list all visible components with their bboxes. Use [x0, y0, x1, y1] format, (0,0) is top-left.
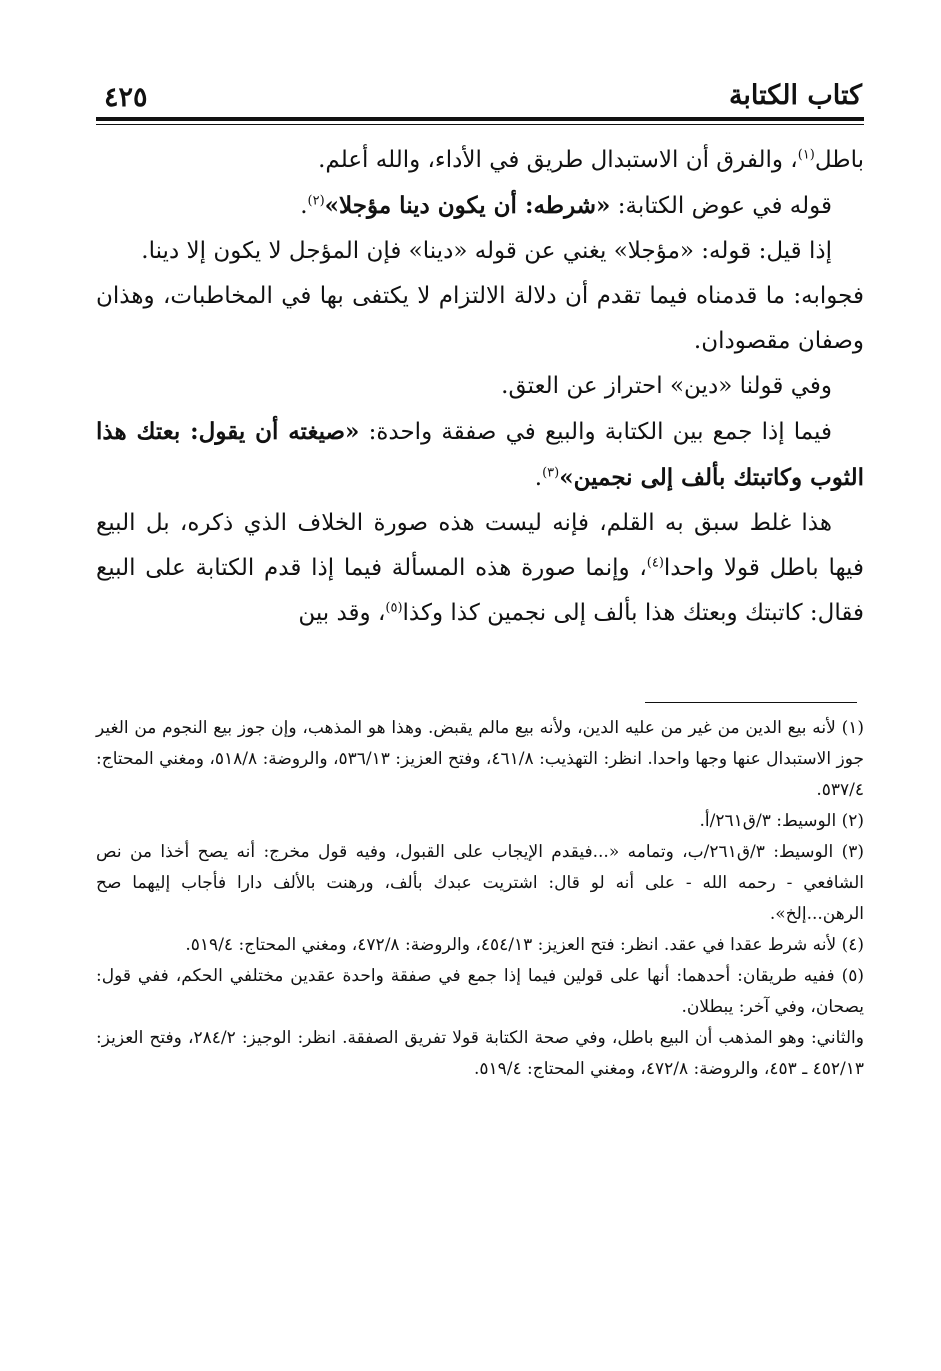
footnote-5-continued: والثاني: وهو المذهب أن البيع باطل، وفي صحة الكتابة قولا تفريق الصفقة. انظر: الوجيز: ٢٨٤/٢، وفتح العزيز: ٤٥٢/١٣ ـ ٤٥٣، والروضة: ٤٧٢/٨، ومغني المحتاج: ٥١٩/٤.	[96, 1028, 864, 1079]
paragraph-2: قوله في عوض الكتابة: «شرطه: أن يكون دينا مؤجلا»$^{(٢)}$.	[300, 192, 832, 219]
paragraph-3: إذا قيل: قوله: «مؤجلا» يغني عن قوله «دينا» فإن المؤجل لا يكون إلا دينا.	[141, 238, 832, 264]
footnote-ref-2: (٢)	[307, 193, 325, 209]
header-rule-thick	[96, 117, 864, 121]
footnote-5: (٥) ففيه طريقان: أحدهما: أنها على قولين فيما إذا جمع في صفقة واحدة عقدين مختلفي الحكم، ففي قول: يصحان، وفي آخر: يبطلان.	[96, 966, 864, 1017]
paragraph-4: فجوابه: ما قدمناه فيما تقدم أن دلالة الالتزام لا يكتفى بها في المخاطبات، وهذان وصفان مقصودان.	[96, 283, 864, 354]
running-title: كتاب الكتابة	[728, 80, 862, 111]
paragraph-7: هذا غلط سبق به القلم، فإنه ليست هذه صورة الخلاف الذي ذكره، بل البيع فيها باطل قولا واحدا$^{(٤)}$، وإنما صورة هذه المسألة فيما إذا قدم الكتابة على البيع فقال: كاتبتك وبعتك هذا بألف إلى نجمين كذا وكذا$^{(٥)}$، وقد بين	[96, 510, 864, 626]
page-header	[96, 78, 864, 114]
paragraph-1: باطل$^{(١)}$، والفرق أن الاستبدال طريق في الأداء، والله أعلم.	[318, 147, 864, 173]
paragraph-6: فيما إذا جمع بين الكتابة والبيع في صفقة واحدة: «صيغته أن يقول: بعتك هذا الثوب وكاتبتك بألف إلى نجمين»$^{(٣)}$.	[96, 418, 864, 491]
paragraph-5: وفي قولنا «دين» احتراز عن العتق.	[501, 373, 832, 399]
page-number: ٤٢٥	[104, 82, 148, 113]
quoted-text: «شرطه: أن يكون دينا مؤجلا»	[324, 192, 611, 219]
footnote-separator	[645, 702, 857, 703]
footnote-ref-1: (١)	[797, 147, 815, 163]
quoted-text: «صيغته أن يقول: بعتك هذا الثوب وكاتبتك بألف إلى نجمين»	[96, 418, 864, 491]
footnotes	[96, 713, 864, 1085]
footnote-3: (٣) الوسيط: ٣/ق٢٦١/ب، وتمامه «...فيقدم الإيجاب على القبول، وفيه قول مخرج: أنه يصح أخذا من نص الشافعي - رحمه الله - على أنه لو قال: اشتريت عبدك بألف، ورهنت بالألف دارا فأجاب إليهما صح الرهن...إلخ».	[96, 842, 864, 924]
footnote-1: (١) لأنه بيع الدين من غير من عليه الدين، ولأنه بيع مالم يقبض. وهذا هو المذهب، وإن جوز بيع النجوم من الغير جوز الاستبدال عنها وجها واحدا. انظر: التهذيب: ٤٦١/٨، وفتح العزيز: ٥٣٦/١٣، والروضة: ٥١٨/٨، ومغني المحتاج: ٥٣٧/٤.	[96, 718, 865, 800]
main-text	[96, 138, 864, 636]
footnote-ref-4: (٤)	[646, 555, 664, 571]
footnote-ref-5: (٥)	[385, 600, 403, 616]
footnote-4: (٤) لأنه شرط عقدا في عقد. انظر: فتح العزيز: ٤٥٤/١٣، والروضة: ٤٧٢/٨، ومغني المحتاج: ٥١٩/٤.	[185, 935, 864, 955]
footnote-2: (٢) الوسيط: ٣/ق٢٦١/أ.	[699, 811, 864, 831]
header-rule-thin	[96, 124, 864, 125]
footnote-ref-3: (٣)	[542, 465, 560, 481]
